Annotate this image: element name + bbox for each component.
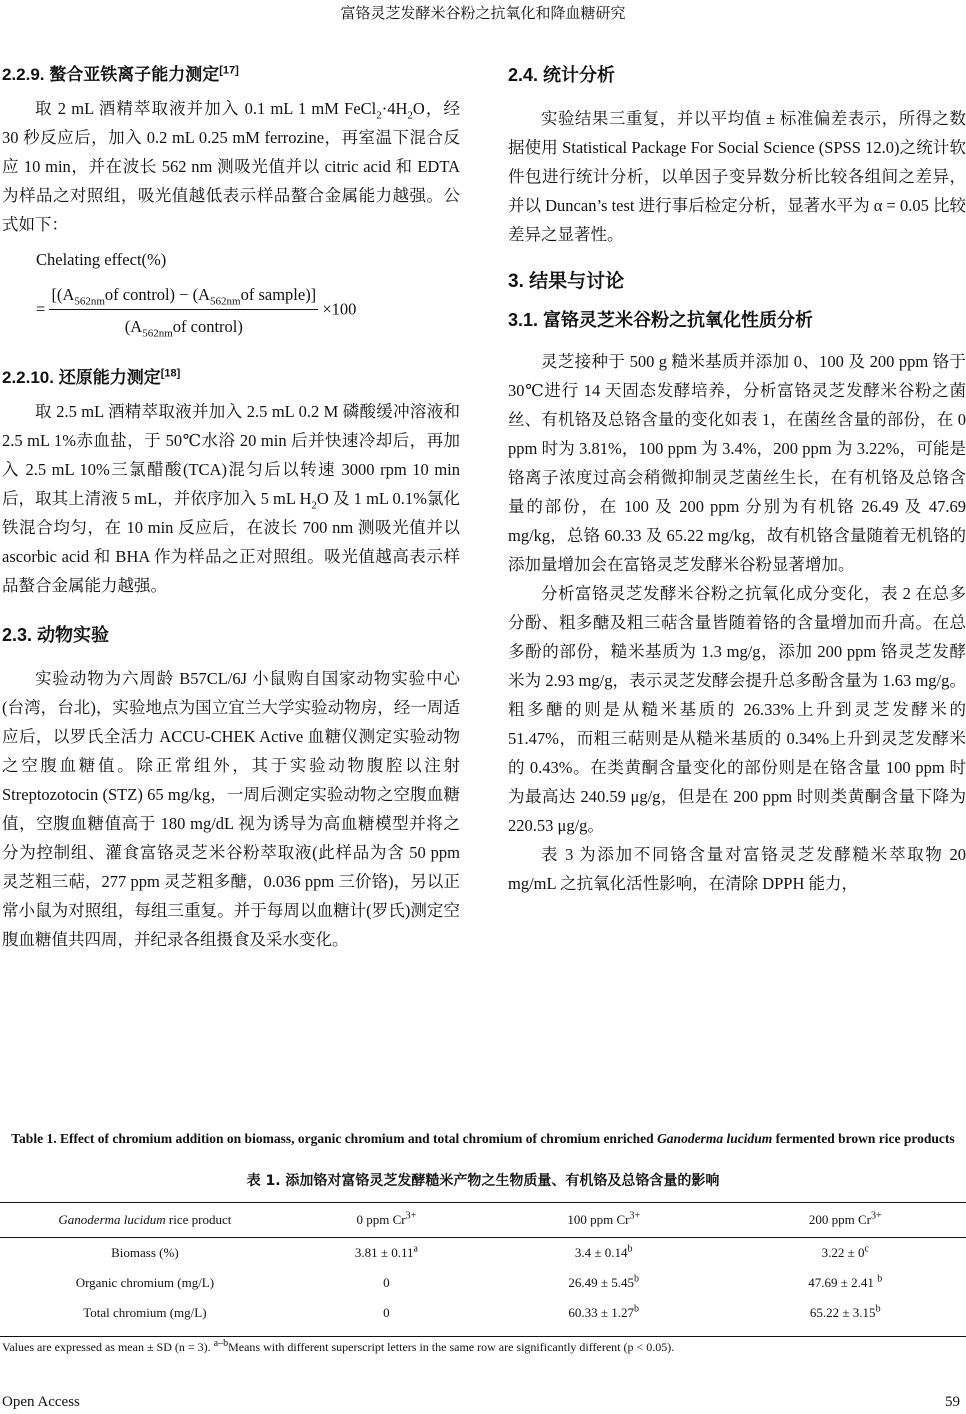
text-segment: b (634, 1273, 640, 1285)
text-segment: 100 ppm Cr (567, 1212, 630, 1227)
text-segment: b (627, 1243, 633, 1255)
paragraph: 表 3 为添加不同铬含量对富铬灵芝发酵糙米萃取物 20 mg/mL 之抗氧化活性影响，在清除 DPPH 能力， (508, 845, 966, 893)
text-segment: 2 (376, 109, 382, 122)
paragraph: 实验动物为六周龄 B57CL/6J 小鼠购自国家动物实验中心(台湾，台北)，实验地点为国立宜兰大学实验动物房，经一周适应后，以罗氏全活力 ACCU-CHEK Active 血糖仪测定实验动物之空腹血糖值。除正常组外，其于实验动物腹腔以注射 Streptozotocin (STZ) 65 mg/kg，一周后测定实验动物之空腹血糖值，空腹血糖值高于 180 mg/dL 视为诱导为高血糖模型并将之分为控制组、灌食富铬灵芝米谷粉萃取液(此样品为含 50 ppm 灵芝粗三萜，277 ppm 灵芝粗多醣，0.036 ppm 三价铬)，另以正常小鼠为对照组，每组三重复。并于每周以血糖计(罗氏)测定空腹血糖值共四周，并纪录各组摄食及采水变化。 (2, 669, 460, 949)
col-header-100ppm (483, 1203, 725, 1238)
text-segment: A (130, 317, 143, 336)
cell (483, 1238, 725, 1269)
table-note (2, 1340, 674, 1355)
text-segment: a–b (213, 1338, 229, 1349)
text-segment: 2 (311, 499, 317, 512)
cell (724, 1268, 966, 1298)
heading-text: 2.2.9. 螯合亚铁离子能力测定 (2, 65, 220, 84)
page-number: 59 (945, 1394, 960, 1410)
left-column (2, 60, 460, 954)
text-segment: b (877, 1273, 883, 1285)
cell (724, 1298, 966, 1337)
text-segment: 60.33 ± 1.27 (568, 1305, 635, 1320)
row-label: Organic chromium (mg/L) (75, 1275, 215, 1290)
paragraph (2, 94, 460, 239)
col-header-product (0, 1203, 290, 1238)
text-segment: Ganoderma lucidum (58, 1212, 166, 1227)
table-row (0, 1268, 966, 1298)
text-segment: 3+ (405, 1210, 417, 1222)
table-caption-en (0, 1130, 966, 1147)
text-segment: 0 ppm Cr (356, 1212, 406, 1227)
col-header-0ppm (290, 1203, 483, 1238)
text-segment: A (198, 285, 211, 304)
text-segment: ·4H (381, 99, 408, 118)
text-segment: 200 ppm Cr (808, 1212, 871, 1227)
text-segment: Table 1. Effect of chromium addition on biomass, organic chromium and total chromium of chromium enriched (11, 1131, 658, 1146)
text-segment: fermented brown rice products (772, 1131, 955, 1146)
text-segment: c (864, 1243, 869, 1255)
cell (483, 1268, 725, 1298)
section-2-4-heading: 2.4. 统计分析 (508, 65, 616, 85)
text-segment: 0 (383, 1275, 390, 1290)
cell (724, 1238, 966, 1269)
right-column (508, 60, 966, 898)
paragraph (2, 397, 460, 600)
equals: = (36, 299, 46, 319)
table-header-row (0, 1203, 966, 1238)
text-segment: of control (104, 285, 170, 304)
text-segment: O 及 1 mL 0.1%氯化铁混合均匀，在 10 min 反应后，在波长 700 nm 测吸光值并以 ascorbic acid 和 BHA 作为样品之正对照组。吸光值越高表示样品螯合金属能力越强。 (2, 489, 460, 595)
text-segment: 2.2.10. 还原能力测定 (2, 368, 161, 387)
citation[interactable]: [18] (160, 367, 181, 380)
section-2-2-9-heading (2, 60, 460, 90)
text-segment: 562nm (74, 295, 105, 308)
table-row (0, 1238, 966, 1269)
text-segment: of control (172, 317, 238, 336)
row-label: Biomass (%) (111, 1245, 179, 1260)
text-segment: A (62, 285, 75, 304)
text-segment: rice product (165, 1212, 232, 1227)
section-2-3-heading: 2.3. 动物实验 (2, 625, 110, 645)
text-segment: 26.49 ± 5.45 (568, 1275, 635, 1290)
times-100: ×100 (322, 299, 357, 319)
text-segment: b (634, 1303, 640, 1315)
text-segment: 3.22 ± 0 (821, 1245, 865, 1260)
fraction: $\frac{[(A_{562nm}of control) - (A_{562nm}of sample)]}{(A_{562nm}of control)}$ (49, 280, 318, 341)
paragraph: 分析富铬灵芝发酵米谷粉之抗氧化成分变化，表 2 在总多分酚、粗多醣及粗三萜含量皆随着铬的含量增加而升高。在总多酚的部份，糙米基质为 1.3 mg/g，添加 200 ppm 铬灵芝发酵米为 2.93 mg/g，表示灵芝发酵会提升总多酚含量为 1.63 mg/g。粗多醣的则是从糙米基质的 26.33%上升到灵芝发酵米的 51.47%，而粗三萜则是从糙米基质的 0.34%上升到灵芝发酵米的 0.43%。在类黄酮含量变化的部份则是在铬含量 100 ppm 时为最高达 240.59 μg/g，但是在 200 ppm 时则类黄酮含量下降为 220.53 μg/g。 (508, 584, 966, 835)
text-segment: 2 (407, 109, 413, 122)
section-2-2-10-heading (2, 363, 460, 393)
text-segment: Values are expressed as mean ± SD (n = 3). (2, 1340, 214, 1354)
col-header-200ppm (724, 1203, 966, 1238)
text-segment: Means with different superscript letters in the same row are significantly different (p < 0.05). (228, 1340, 675, 1354)
running-header: 富铬灵芝发酵米谷粉之抗氧化和降血糖研究 (340, 6, 626, 22)
text-segment: 65.22 ± 3.15 (809, 1305, 876, 1320)
text-segment: a (413, 1243, 418, 1255)
text-segment: 3+ (629, 1210, 641, 1222)
text-segment: b (875, 1303, 881, 1315)
table-1 (0, 1202, 966, 1337)
text-segment: 3.81 ± 0.11 (354, 1245, 414, 1260)
row-label: Total chromium (mg/L) (83, 1305, 207, 1320)
table-row (0, 1298, 966, 1337)
text-segment: 取 2.5 mL 酒精萃取液并加入 2.5 mL 0.2 M 磷酸缓冲溶液和 2.5 mL 1%赤血盐，于 50℃水浴 20 min 后并快速冷却后，再加入 2.5 mL 10%三氯醋酸(TCA)混匀后以转速 3000 rpm 10 min 后，取其上清液 5 mL，并依序加入 5 mL H (2, 402, 460, 508)
section-3-heading: 3. 结果与讨论 (508, 271, 625, 292)
chelating-formula (36, 245, 460, 341)
text-segment: 0 (383, 1305, 390, 1320)
text-segment: O，经 30 秒反应后，加入 0.2 mL 0.25 mM ferrozine，再室温下混合反应 10 min，并在波长 562 nm 测吸光值并以 citric acid 和 EDTA 为样品之对照组，吸光值越低表示样品螯合金属能力越强。公式如下： (2, 99, 460, 234)
text-segment: 3+ (870, 1210, 882, 1222)
text-segment: of sample (240, 285, 306, 304)
citation[interactable]: [17] (219, 64, 239, 77)
cell (483, 1298, 725, 1337)
text-segment: − (179, 285, 189, 304)
text-segment: 47.69 ± 2.41 (808, 1275, 878, 1290)
section-3-1-heading: 3.1. 富铬灵芝米谷粉之抗氧化性质分析 (508, 310, 814, 330)
text-segment: 取 2 mL 酒精萃取液并加入 0.1 mL 1 mM FeCl (35, 99, 377, 118)
text-segment: 562nm (210, 295, 241, 308)
text-segment: Ganoderma lucidum (657, 1131, 773, 1146)
paragraph: 实验结果三重复，并以平均值 ± 标准偏差表示，所得之数据使用 Statistical Package For Social Science (SPSS 12.0)之统计软件包进行统计分析，以单因子变异数分析比较各组间之差异，并以 Duncan’s test 进行事后检定分析，显著水平为 α = 0.05 比较差异之显著性。 (508, 109, 966, 244)
paragraph: 灵芝接种于 500 g 糙米基质并添加 0、100 及 200 ppm 铬于 30℃进行 14 天固态发酵培养，分析富铬灵芝发酵米谷粉之菌丝、有机铬及总铬含量的变化如表 1，在菌丝含量的部份，在 0 ppm 时为 3.81%，100 ppm 为 3.4%，200 ppm 为 3.22%，可能是铬离子浓度过高会稍微抑制灵芝菌丝生长，在有机铬及总铬含量的部份，在 100 及 200 ppm 分别为有机铬 26.49 及 47.69 mg/kg，总铬 60.33 及 65.22 mg/kg，故有机铬含量随着无机铬的添加量增加会在富铬灵芝发酵米谷粉显著增加。 (508, 352, 966, 574)
cell (290, 1238, 483, 1269)
formula-lhs: Chelating effect(%) (36, 250, 167, 269)
table-caption-zh: 表 1. 添加铬对富铬灵芝发酵糙米产物之生物质量、有机铬及总铬含量的影响 (246, 1173, 720, 1189)
cell (290, 1298, 483, 1337)
footer-open-access: Open Access (2, 1394, 80, 1410)
text-segment: 562nm (142, 327, 173, 340)
cell (290, 1268, 483, 1298)
text-segment: 3.4 ± 0.14 (574, 1245, 628, 1260)
